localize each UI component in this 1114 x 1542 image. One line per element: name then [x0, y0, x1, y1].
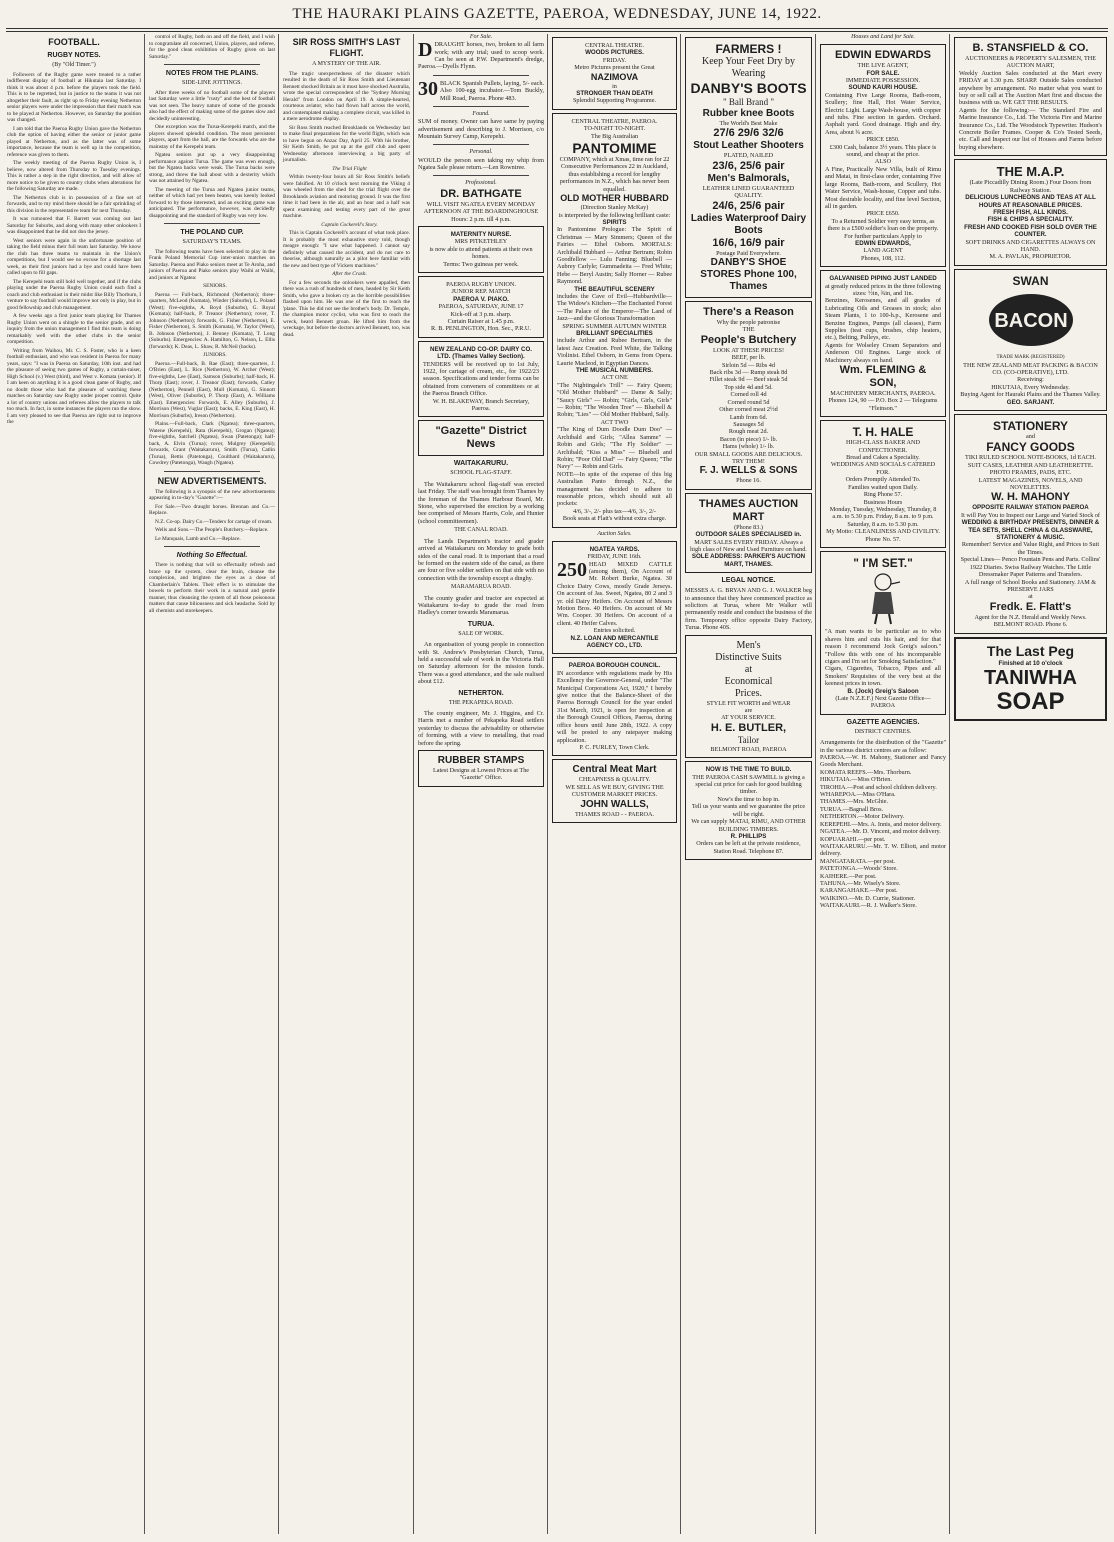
hale-baker-ad: T. H. HALE HIGH-CLASS BAKER AND CONFECTIONER. Bread and Cakes a Speciality. WEDDINGS AND SOCIALS CATERED FOR. Orders Promptly Attended To. Families waited upon Daily. Ring Phone 57. Business Hours Monday, Tuesday, Wednesday, Thursday, 8 a.m. to 5.30 p.m. Friday, 8 a.m. to 9 p.m. Saturday, 8 a.m. to 5.30 p.m. My Motto: CLEANLINESS AND CIVILITY. Phone No. 57.	[820, 420, 946, 548]
legal-notice: MESSES A. G. BRYAN AND G. J. WALKER beg to announce that they have commenced practice as solicitors at Turua, where Mr Walker will permanently reside and conduct the business of the firm. Temporary office opposite Dairy Factory, Turua. Phone 40S.	[685, 587, 812, 632]
column-edwards	[817, 34, 949, 1534]
central-meat-mart-ad: Central Meat Mart CHEAPNESS & QUALITY. WE SELL AS WE BUY, GIVING THE CUSTOMER MARKET PRICES. JOHN WALLS, THAMES ROAD - - PAEROA.	[552, 759, 677, 823]
article-paragraph: Paeroa.—Full-back, B. Rae (East); three-quarters, J. O'Brien (East), L. Rice (Netherton), W. Archer (West); five-eighths, Lee (East), Samson (Suburbs); half-back, H. Thorp (East); rover, J. Treanor (East); forwards, Catley (Netherton), Pennell (East), Mull (Komata), G. Sinnott (West), Oliver (Suburbs), P. Thorp (East), A. Williams (East). Emergencies: Forwards, E. Alley (Suburbs), J. Morrison (West), Vuglar (East); backs, E. King (East), H. Morrison (Suburbs), Ireson (Netherton).	[149, 360, 275, 419]
article-paragraph: The Netherton club is in possession of a fine set of forwards, and to my mind there should be a fair sprinkling of this division in the representative team for next Thursday.	[7, 194, 141, 214]
netherton-heading: NETHERTON.	[458, 689, 504, 697]
woods-pictures-ad: CENTRAL THEATRE. WOODS PICTURES. FRIDAY. Metro Pictures present the Great NAZIMOVA in STRONGER THAN DEATH Splendid Supporting Programme.	[552, 37, 677, 110]
agency-item: WAITAKAURI.—R. J. Walker's Store.	[820, 902, 917, 910]
football-heading: FOOTBALL.	[48, 37, 100, 47]
butler-tailor-ad: Men's Distinctive Suits at Economical Prices. STYLE FIT WORTH and WEAR are AT YOUR SERVICE. H. E. BUTLER, Tailor BELMONT ROAD, PAEROA	[685, 635, 812, 759]
agency-item: KOPUARAHI.—per post.	[820, 835, 886, 843]
column-rule	[680, 34, 681, 1534]
maramarua-subheading: MARAMARUA ROAD.	[450, 584, 511, 591]
article-paragraph: Plains.—Full-back, Clark (Ngatea); three-quarters, Watene (Kerepehi), Rata (Kerepehi), Grogan (Ngatea); five-eighths, Satchell (Ngatea), Swan (Patetonga); half-back, A. Elvin (Turua); rover, Mulgrey (Kerepehi); forwards, Grant (Waitakaruru), Smith (Turua), Catlin (Turua), Bettis (Patetonga), Coulthard (Waitakaruru), Cowdrey (Patetonga), Waugh (Ngatea).	[149, 421, 275, 466]
danby-boots-ad: FARMERS ! Keep Your Feet Dry by Wearing DANBY'S BOOTS " Ball Brand " Rubber knee Boots The World's Best Make 27/6 29/6 32/6 Stout Leather Shooters PLATED, NAILED 23/6, 25/6 pair Men's Balmorals, LEATHER LINED GUARANTEED QUALITY. 24/6, 25/6 pair Ladies Waterproof Dairy Boots 16/6, 16/9 pair Postage Paid Everywhere. DANBY'S SHOE STORES Phone 100, Thames	[685, 37, 812, 298]
classified-ad: 30 BLACK Spanish Pullets, laying, 5/- each. Also 100-egg incubator.—Tom Buckly, Mill Road, Paeroa. Phone 483.	[418, 77, 544, 102]
district-news-banner: "Gazette" District News	[418, 420, 544, 456]
agency-item: KOMATA REEFS.—Mrs. Thorburn.	[820, 768, 912, 776]
found-heading: Found.	[472, 111, 490, 118]
agency-item: THAMES.—Mrs. McGhie.	[820, 798, 889, 806]
section-label: JUNIORS.	[203, 352, 227, 358]
agency-item: KARANGAHAKE.—Per post.	[820, 887, 898, 895]
agency-item: MANGATARATA.—per post.	[820, 857, 896, 865]
nothing-so-effectual-heading: Nothing So Effectual.	[176, 552, 248, 559]
article-paragraph: The weekly meeting of the Paeroa Rugby Union is, I believe, now altered from Thursday to Tuesday evenings. This is rather a step in the right direction, and will allow of more notice to be given to country clubs when alterations for the following Saturday are made.	[7, 160, 141, 192]
sale-of-work-subheading: SALE OF WORK.	[458, 630, 504, 637]
article-paragraph: The meeting of the Turua and Ngatea junior teams, neither of which had yet been beaten, was keenly looked forward to by those interested, and an exciting game was anticipated. The performance, however, was decidedly disappointing and the standard of Rugby was very low.	[149, 186, 275, 219]
bathgate-text: WILL VISIT NGATEA EVERY MONDAY AFTERNOON AT THE BOARDINGHOUSE	[423, 200, 539, 216]
swan-bacon-logo	[986, 290, 1076, 350]
article-paragraph: Le Manquais, Lamb and Co.—Replace.	[155, 535, 241, 542]
personal-heading: Personal.	[469, 149, 493, 156]
article-paragraph: The following teams have been selected to play in the Frank Poland Memorial Cup inter-union matches on Saturday. Paeroa and Piako seniors meet at Te Aroha, and juniors of Paeroa and Piako seniors play Waihi at Waihi, and juniors at Ngatea:	[149, 248, 275, 281]
ross-smith-subheading: A MYSTERY OF THE AIR.	[312, 61, 381, 67]
article-paragraph: There is nothing that will so effectually refresh and brace up the system, clear the brain, cleanse the complexion, and brighten the eyes as a dose of Chamberlain's Tablets. Their effect is to stimulate the bowels to perform their work in a natural and gentle manner, thus cleansing the system of all those poisonous matters that cause biliousness and sick headache. Sold by all chemists and storekeepers.	[149, 562, 275, 614]
bathgate-name: DR. BATHGATE	[440, 187, 522, 200]
masthead: THE HAURAKI PLAINS GAZETTE, PAEROA, WEDNESDAY, JUNE 14, 1922.	[292, 6, 822, 22]
agency-item: KEREPEHI.—Mrs. A. Innis, and motor delivery.	[820, 820, 942, 828]
article-paragraph: I am told that the Paeroa Rugby Union gave the Netherton club the option of having either the senior or junior game played at Netherton, and as the latter was of some importance, because the team is well up in the competition, reference was given to them.	[7, 125, 141, 158]
classified-ad: DDRAUGHT horses, two, broken to all farm work; with any trial; used to scoop work. Can be seen at P.W. Department's dredge, Paeroa.—Dyells Flynn.	[418, 39, 544, 71]
article-paragraph: control of Rugby, both on and off the field, and I wish to congratulate all concerned, Union, players, and referee, for the good clean exhibition of Rugby given on last Saturday."	[149, 34, 275, 60]
pantomime-ad: CENTRAL THEATRE, PAEROA. TO-NIGHT TO-NIGHT. The Big Australian PANTOMIME COMPANY, which at Xmas, time ran for 22 Consecutive Performances 22 in Auckland, thus establishing a record for lengthy performances in N.Z., which has never been equalled. OLD MOTHER HUBBARD (Direction Stanley McKay) is interpreted by the following brilliant caste: SPIRITS In Pantomime Prologue: The Spirit of Christmas — Mary Simmers; Queen of the Fairies — Ethel Osborn. MORTALS: Archibald Hubbard — Arthur Bertram; Robin Goodfellow — Lulu Fanning; Bluebell — Aubrey Carlyle; Gummadeita — Fred White; Hebe — Beryl Austin; Sally Horner — Rubee Raymond. THE BEAUTIFUL SCENERY includes the Cave of Evil—Hubbardville—The Widow's Kitchen—The Enchanted Forest—The Palace of the Emperor—The Land of Jazz—and the Glorious Transformation SPRING SUMMER AUTUMN WINTER BRILLIANT SPECIALITIES include Arthur and Rubee Bertram, in the latest Jazz Creation. Fred White, the Talking Violinist. Ethel Osborn, in Gems from Opera. Laurie Macleod, in Egyptian Dances. THE MUSICAL NUMBERS. ACT ONE "The Nightingale's Trill" — Fairy Queen; "Old Mother Hubbard" — Dame & Sally; "Saucy Girls" — Robin; "Girls, Girls, Girls" — Robin; "The Wooden Tree" — Bluebell & Robin; "Lies" — Old Mother Hubbard, Sally. ACT TWO "The King of Dum Doodle Dum Doo" — Archibald and Girls; "Allea Samme" — Robin and Girls; "The Fly Soldier" — Archibald; "Kiss a Miss" — Bluebell and Robin; "Poor Old Dad" — Fairy Queen; "The Navy" — Robin and Girls. NOTE—In spite of the expense of this big Australian Panto through N.Z., the management has decided to adhere to reasonable prices, which should suit all pockets: 4/6, 3/-, 2/- plus tax—4/6, 3/-, 2/- Book seats at Flatt's without extra charge.	[552, 113, 677, 528]
article-paragraph: West seniors were again in the unfortunate position of taking the field minus their full team last Saturday. We know the club has three teams to maintain in the Union's competitions, but I would see no excuse for a shortage last week, as their first juniors had a bye and could have been called upon to fill gaps.	[7, 237, 141, 276]
agency-item: HIKUTAIA.—Miss O'Brien.	[820, 776, 892, 784]
agency-item: WHAREPOA.—Miss O'Hara.	[820, 791, 896, 799]
dairy-tender-ad: NEW ZEALAND CO-OP. DAIRY CO. LTD. (Thames Valley Section). TENDERS will be received up to 1st July, 1922, for cartage of cream, etc., for 1922/23 season. Specifications and tender forms can be obtained from conveners of committees or at the Paeroa Branch Office. W. H. BLAKEWAY, Branch Secretary, Paeroa.	[418, 341, 544, 418]
notes-heading: NOTES FROM THE PLAINS.	[165, 70, 259, 77]
column-rule	[413, 34, 414, 1534]
section-label: Captain Cockerell's Story.	[321, 221, 378, 228]
column-ross-smith	[280, 34, 413, 1534]
pekapeka-subheading: THE PEKAPEKA ROAD.	[448, 699, 514, 706]
agency-item: NETHERTON.—Motor Delivery.	[820, 813, 905, 821]
article-paragraph: After three weeks of no football some of the players last Saturday were a little "rusty" and the best of football was not seen. The heavy nature of some of the grounds also had the effect of making some of the games slow and decidedly uninteresting.	[149, 89, 275, 122]
agency-item: TAHUNA.—Mr. Wisely's Store.	[820, 879, 901, 887]
column-theatre	[549, 34, 680, 1534]
mahony-stationery-ad: STATIONERY and FANCY GOODS TIKI RULED SCHOOL NOTE-BOOKS, 1d EACH. SUIT CASES, LEATHER AND LEATHERETTE. PHOTO FRAMES, PADS, ETC. LATEST MAGAZINES, NOVELS, AND NOVELETTES. W. H. MAHONY OPPOSITE RAILWAY STATION PAEROA It will Pay You to Inspect our Large and Varied Stock of WEDDING & BIRTHDAY PRESENTS, DINNER & TEA SETS, SHELL CHINA & GLASSWARE, STATIONERY & MUSIC. Remember! Service and Value Right, and Prices to Suit the Times. Special Lines— Penco Fountain Pens and Parts. Collins' 1922 Diaries. Swiss Railway Watches. The Little Dressmaker Paper Patterns and Transfers. A full range of School Books and Stationery. JAM & PRESERVE JARS at Fredk. E. Flatt's Agent for the N.Z. Herald and Weekly News. BELMONT ROAD. Phone 6.	[954, 414, 1107, 634]
section-label: After the Crash.	[332, 271, 367, 277]
ross-smith-heading: SIR ROSS SMITH'S LAST FLIGHT.	[292, 37, 401, 58]
district-centres-subheading: DISTRICT CENTRES.	[854, 728, 912, 735]
fleming-ad: GALVANISED PIPING JUST LANDED at greatly reduced prices in the three following sizes: ½in, ¾in, and 1in. Benzines, Kerosenes, and all grades of Lubricating Oils and Greases in stock; also Steam Plants, 1 to 100-h.p., Kerosene and Benzine Engines, Pumps (all classes), Farm Supplies (teat cups, brushes, chip heaters, etc.), Belting, Pulleys, etc. Agents for Wolseley Cream Separators and Anderson Oil Engines. Large stock of Machinery always on hand. Wm. FLEMING & SON, MACHINERY MERCHANTS, PAEROA. Phones 124, 90 — P.O. Box 2 — Telegrams "Fleinson."	[820, 270, 946, 417]
greig-saloon-ad: " I'M SET." "A man wants to be particular as to who shaves him and cuts his hair, and for that reason I recommend Jock Greig's saloon." "Follow this with one of his incomparable cigars and I'm set for Smoking Satisfaction." Cigars, Cigarettes, Tobacco, Pipes and all Smokers' Requisites of the very best at the keenest prices in town. B. (Jock) Greig's Saloon (Late N.Z.E.F.) Next Gazette Office—PAEROA	[820, 551, 946, 715]
agencies-intro: Arrangements for the distribution of the "Gazette" in the various district centres are as follow:	[820, 739, 946, 754]
taniwha-soap-ad: The Last Peg Finished at 10 o'clock TANIWHA SOAP	[954, 637, 1107, 721]
column-stansfield	[951, 34, 1110, 1534]
column-rule	[815, 34, 816, 1534]
agency-item: TURUA.—Bagnall Bros.	[820, 805, 884, 813]
masthead-rule	[6, 28, 1108, 29]
article-paragraph: The Waitakaruru school flag-staff was erected last Friday. The staff was brought from Thames by the foreman of the Thames Harbour Board, Mr. Stone, who supervised the erection by a working bee comprised of Messrs Harris, Cole, and Hunter (school committeemen).	[418, 480, 544, 525]
article-paragraph: The county engineer, Mr. J. Higgins, and Cr. Harris met a number of Pekapeka Road settlers yesterday to discuss the advisability or otherwise of forming, with a view to metalling, that road before the spring.	[418, 710, 544, 747]
agency-item: PAEROA.—W. H. Mahony, Stationer and Fancy Goods Merchant.	[820, 754, 946, 769]
for-sale-heading: For Sale.	[469, 34, 493, 40]
bacon-logo-text: BACON	[993, 309, 1068, 332]
classified-ad: SUM of money. Owner can have same by paying advertisement and describing to J. Morrison, c/o Mountain Survey Camp, Kerepehi.	[418, 118, 544, 141]
column-plains-notes	[146, 34, 278, 1534]
notes-subheading: SIDE-LINE JOTTINGS.	[182, 80, 242, 86]
article-paragraph: An organisation of young people in connection with St. Andrew's Presbyterian Church, Turua, held a successful sale of work in the Victoria Hall on Saturday afternoon for the mission funds. There was a good attendance, and the sale realised about £12.	[418, 641, 544, 686]
column-football	[4, 34, 144, 1534]
section-label: The Trial Flight	[332, 165, 367, 172]
gazette-agencies-heading: GAZETTE AGENCIES.	[846, 718, 920, 726]
column-danby	[682, 34, 815, 1534]
bathgate-hours: Hours: 2 p.m. till 4 p.m.	[451, 215, 511, 223]
map-restaurant-ad: THE M.A.P. (Late Piccadilly Dining Room.) Four Doors from Railway Station. DELICIOUS LUNCHEONS AND TEAS AT ALL HOURS AT REASONABLE PRICES. FRESH FISH, ALL KINDS. FISH & CHIPS A SPECIALITY. FRESH AND COOKED FISH SOLD OVER THE COUNTER. SOFT DRINKS AND CIGARETTES ALWAYS ON HAND. M. A. PAVLAK, PROPRIETOR.	[954, 159, 1107, 265]
agency-item: TIROHIA.—Post and school children delivery.	[820, 783, 937, 791]
auction-sales-heading: Auction Sales.	[597, 530, 632, 537]
flag-staff-subheading: SCHOOL FLAG-STAFF.	[450, 470, 512, 477]
agency-item: KAIHERE.—Per post.	[820, 872, 877, 880]
smoker-figure-icon	[860, 570, 906, 626]
article-paragraph: N.Z. Co-op. Dairy Co.—Tenders for cartage of cream.	[155, 518, 273, 525]
waitakaruru-heading: WAITAKARURU.	[453, 460, 509, 468]
article-paragraph: The county grader and tractor are expected at Waitakaruru to-day to grade the road from Hadley's corner towards Maramarua.	[418, 594, 544, 617]
column-rule	[949, 34, 950, 1534]
borough-council-notice: PAEROA BOROUGH COUNCIL. IN accordance with regulations made by His Excellency the Governor-General, under "The Municipal Corporations Act, 1920," I hereby give notice that the Balance-Sheet of the Paeroa Borough Council for the year ended 31st March, 1921, is open for inspection at the Borough Council Offices, Paeroa, during office hours until June 28th, 1922. A copy will be posted to any ratepayer making application. P. C. FURLEY, Town Clerk.	[552, 657, 677, 756]
article-paragraph: A few weeks ago a first junior team playing for Thames Rugby Union went on a shingle to the senior grade, and on inquiry from the union management I find this team is doing remarkably well with the other clubs in the senior competition.	[7, 313, 141, 345]
peoples-butchery-ad: There's a Reason Why the people patronise THE People's Butchery LOOK AT THESE PRICES! BEEF, per lb. Sirloin 5d — Ribs 4d Back ribs 3d — Rump steak 8d Fillet steak 9d — Beef steak 5d Top side 4d and 5d. Corned roll 4d Corned round 5d Other corned meat 2½d Lamb from 6d. Sausages 5d Rough meat 2d. Bacon (in piece) 1/- lb. Hams (whole) 1/- lb. OUR SMALL GOODS ARE DELICIOUS. TRY THEM! F. J. WELLS & SONS Phone 16.	[685, 301, 812, 490]
article-paragraph: Within twenty-four hours all Sir Ross Smith's beliefs were falsified. At 10 o'clock next morning the Viking 4 was wheeled from the shed for the trial flight over the Brooklands aviation and motoring ground. It was the first time it had been in the air, and an hour and a half was spent examining and testing every part of the great machine.	[283, 174, 410, 219]
agency-item: PATETONGA.—Woods' Store.	[820, 865, 898, 873]
article-paragraph: The Lands Department's tractor and grader arrived at Waitakaruru on Monday to grade both sides of the canal road. It is important that a road be formed on the eastern side of the canal, as there are four or five soldier settlers on that side with no connection with the township except a dinghy.	[418, 537, 544, 582]
article-paragraph: Wells and Sons.—The People's Butchery.—Replace.	[155, 527, 269, 533]
rugby-union-ad: PAEROA RUGBY UNION. JUNIOR REP. MATCH PAEROA V. PIAKO. PAEROA, SATURDAY, JUNE 17 Kick-off at 3 p.m. sharp. Curtain Raiser at 1.45 p.m. R. B. PENLINGTON, Hon. Sec., P.R.U.	[418, 276, 544, 338]
professional-heading: Professional.	[465, 180, 497, 187]
poland-cup-subheading: SATURDAY'S TEAMS.	[182, 239, 242, 245]
article-paragraph: Ngatea seniors put up a very disappointing performance against Turua. The game was even enough, but the Ngatea backs were weak. The Turua backs were strong, and threw the ball about with a dexterity which was not attained by Ngatea.	[149, 152, 275, 184]
column-classifieds	[415, 34, 547, 1534]
article-paragraph: For Sale.—Two draught horses. Brennan and Co.—Replace.	[149, 503, 275, 516]
ngatea-yards-ad: NGATEA YARDS. FRIDAY, JUNE 16th. 250 HEAD MIXED CATTLE (among them), On Account of Mr. Robert Burke, Ngatea. 30 Choice Dairy Cows, mostly Grade Jerseys. On account of Jas. Sweet, Ngatea, 80 2 and 3 yr. old Dairy Heifers. On Account of Messrs Motion Bros. 40 Heifers. On account of Mr Wm. Cooper. 30 Heifers. On account of a client. 40 Heifer Calves. Entries solicited. N.Z. LOAN AND MERCANTILE AGENCY CO., LTD.	[552, 541, 677, 655]
thames-auction-mart-ad: THAMES AUCTION MART (Phone 83.) OUTDOOR SALES SPECIALISED in. MART SALES EVERY FRIDAY. Always a high class of New and Used Furniture on hand. SOLE ADDRESS: PARKER'S AUCTION MART, THAMES.	[685, 493, 812, 573]
edwin-edwards-ad: EDWIN EDWARDS THE LIVE AGENT, FOR SALE. IMMEDIATE POSSESSION. SOUND KAURI HOUSE. Containing Five Large Rooms, Bath-room, Scullery; fine Hall, Hot Water Service, Electric Light. Large Wash-house, with copper and tubs. Fine section in garden. Orchard. Asphalt yard. Good drainage. High and dry. Area, about ¾ acre. PRICE £850. £300 Cash, balance 3½ years. This place is sound, and cheap at the price. ALSO A Fine, Practically New Villa, built of Rimu and Matai, in first-class order, containing Five large Rooms, Bath-room, and Scullery, Hot Water Service, Wash-house, Copper and tubs. Most desirable locality, and fine level Section, all in garden. PRICE £650. To a Returned Soldier very easy terms, as there is a £500 soldier's loan on the property. For further particulars Apply to EDWIN EDWARDS, LAND AGENT Phones, 108, 112.	[820, 44, 946, 267]
rubber-stamps-ad: RUBBER STAMPS Latest Designs at Lowest Prices at The "Gazette" Office.	[418, 750, 544, 787]
column-rule	[278, 34, 279, 1534]
sawmill-ad: NOW IS THE TIME TO BUILD. THE PAEROA CASH SAWMILL is giving a special cut price for cash for good building timber. Now's the time to hop in. Tell us your wants and we guarantee the price will be right. We can supply MATAI, RIMU, AND OTHER BUILDING TIMBERS. R. PHILLIPS Orders can be left at the private residence, Station Road. Telephone 87.	[685, 761, 812, 860]
rugby-notes-heading: RUGBY NOTES.	[47, 52, 101, 59]
maternity-ad: MATERNITY NURSE. MRS PITKETHLEY is now able to attend patients at their own homes. Terms: Two guineas per week.	[418, 226, 544, 273]
article-paragraph: This is Captain Cockerell's account of what took place. It is probably the most exhaustive story told, though meagre enough: "I saw what happened. I cannot say definitely what caused the accident, and do not care to theorise, although naturally as a pilot here familiar with the new and best type of Vickers machines."	[283, 230, 410, 269]
turua-heading: TURUA.	[467, 620, 495, 628]
article-paragraph: The Kerepehi team still hold well together, and if the clubs playing under the Paeroa Rugby Union could each find a coach and club enthusiast in their midst like Billy Thorburn, I venture to say football would improve not only in play, but in good fellowship and club management.	[7, 278, 141, 311]
article-paragraph: One exception was the Turua-Kerepehi match, and the players showed splendid condition. The most persistent players, apart from the ball, are the forwards who are the mainstay of the Kerepehi team.	[149, 124, 275, 150]
article-paragraph: Sir Ross Smith reached Brooklands on Wednesday last to make final preparations for the world flight, which was to have begun on Anzac Day, April 25. With his brother, Sir Keith Smith, he put up at the golf club and spent Wednesday afternoon interviewing a big party of journalists.	[283, 124, 410, 163]
houses-heading: Houses and Land for Sale.	[851, 34, 915, 40]
agency-item: WAITAKARURU.—Mr. T. W. Elliott, and motor delivery.	[820, 842, 946, 858]
agency-item: NGATEA.—Mr. D. Vincent, and motor delivery.	[820, 828, 941, 836]
article-paragraph: It was rumoured that F. Barrett was coming out last Saturday for Suburbs, and along with many other onlookers I was disappointed that he did not don the jersey.	[7, 216, 141, 235]
article-paragraph: The following is a synopsis of the new advertisements appearing in to-day's "Gazette":—	[149, 488, 275, 501]
article-paragraph: The tragic unexpectedness of the disaster which resulted in the death of Sir Ross Smith and Lieutenant Bennett shocked Britain as it must have shocked Australia, wrote the special correspondent of the "Sydney Morning Herald" from London on April 19. A simple-hearted, courteous aviator, who had flown half across the world, and contemplated making a complete circuit, was killed in a mere aerodrome display.	[283, 70, 410, 122]
article-paragraph: Writing from Waihou, Mr. C. S. Foster, who is a keen football enthusiast, and who was resident in Paeroa for many years, says: "I was in Paeroa on Saturday, 10th inst. and had the pleasure of seeing two games of Rugby, a curtain-raiser, High School (v.) West (third), and West v. Komata (senior). If I am keen on anything it is a good clean game of Rugby, and no doubt those who had the pleasure of watching these matches on Saturday saw Rugby under proper control. Quite a lot of country unions and referees allow the players to talk too much. In fact, in some instances the players run the show. I am very pleased to see that Paeroa are right out to improve the	[7, 347, 141, 425]
agency-item: WAIKINO.—Mr. D. Currie, Stationer.	[820, 894, 916, 902]
poland-cup-heading: THE POLAND CUP.	[180, 229, 244, 236]
article-paragraph: For a few seconds the onlookers were appalled, then there was a rush of hundreds of men, headed by Sir Keith Smith, who gave a broken cry as the horrible possibilities flashed upon him. He was one of the first to reach the 'plane. This he did not see the brother's body. Dr. Temple, the champion motor cyclist, who was first to reach the wreck, heard Bennett groan. He lifted him from the wreckage, but before the doctors arrived Bennett, too, was dead.	[283, 279, 410, 338]
byline: (By "Old Timer.")	[52, 62, 96, 68]
column-rule	[547, 34, 548, 1534]
canal-subheading: THE CANAL ROAD.	[454, 527, 508, 534]
masthead-rule-2	[6, 31, 1108, 32]
article-paragraph: Followers of the Rugby game were treated to a rather indifferent display of football at Hikutaia last Saturday. I think it was about 4 p.m. before the players took the field. This is to be regretted, but in justice to the teams it was not altogether their fault, as right up to Friday evening Netherton senior players were under the impression that their match was to be played at Netherton. However, on Saturday the position was changed.	[7, 71, 141, 123]
column-rule	[144, 34, 145, 1534]
article-paragraph: Paeroa — Full-back, Richmond (Netherton); three-quarters, McLeod (Komata), Winder (Suburbs), L. Poland (West); five-eighths, A. Boyd (Suburbs), G. Royal (Komata); half-back, P. Treanor (Netherton); rover, T. Johnson (Netherton); forwards, G. Fisher (Netherton), E. Fisher (Netherton), S. Smith (Komata), W. Taylor (West), B. Johnson (Netherton), J. Benney (Komata), T. Long (Suburbs). Emergencies: A. Hamilton, G. Nelson, L. Ellis (forwards); K. Deas, L. Shaw, R. McNeil (backs).	[149, 291, 275, 350]
classified-ad: WOULD the person seen taking my whip from Ngatea Sale please return.—Len Rowntree.	[418, 156, 544, 172]
new-ads-heading: NEW ADVERTISEMENTS.	[157, 475, 267, 486]
section-label: SENIORS.	[203, 283, 227, 289]
stansfield-ad: B. STANSFIELD & CO. AUCTIONEERS & PROPERTY SALESMEN, THE AUCTION MART, Weekly Auction Sales conducted at the Mart every FRIDAY at 1.30 p.m. SHARP. Outside Sales conducted anywhere by arrangement. No matter what you want to buy or sell call at The Auction Mart first and discuss the business with us. WE GET THE RESULTS. Agents for the following:— The Standard Fire and Marine Insurance Co., Ltd. The Victoria Fire and Marine Insurance Co., Ltd. The Woodstock Typewriter. Hudson's Concrete Boiler Frames. Cooper & Co's Tested Seeds, etc. Call and Inspect our list of Houses and Farms before buying elsewhere.	[954, 37, 1107, 156]
legal-notice-heading: LEGAL NOTICE.	[721, 577, 776, 585]
swan-bacon-ad: SWAN BACON TRADE MARK (REGISTERED) THE NEW ZEALAND MEAT PACKING & BACON CO. (CO-OPERATIVE), LTD. Receiving: HIKUTAIA, Every Wednesday. Buying Agent for Hauraki Plains and the Thames Valley. GEO. SARJANT.	[954, 269, 1107, 411]
